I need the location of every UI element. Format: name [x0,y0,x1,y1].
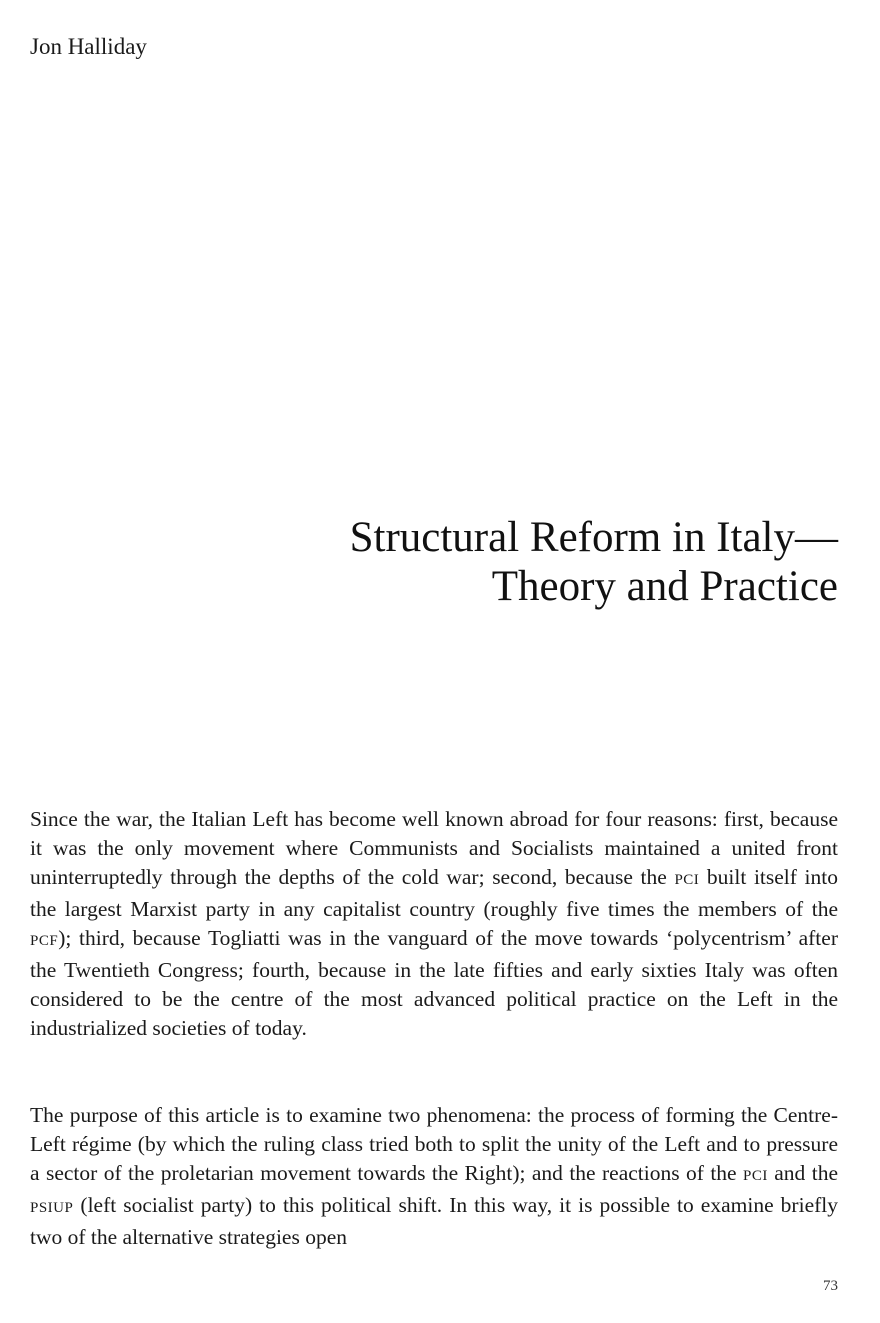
body-paragraph-2 [30,1101,838,1252]
abbr-pci: PCI [674,872,700,888]
author-name: Jon Halliday [30,34,147,59]
paragraph-1-text-a: Since the war, the Italian Left has become well known abroad for four reasons: first, because it was the only movement where Communists and Socialists maintained a united front uninterruptedly through the depths of the cold war; second, because the [30,807,838,889]
page-number: 73 [823,1278,838,1294]
body-paragraph-1 [30,805,838,1043]
paragraph-1-text-c: ); third, because Togliatti was in the vanguard of the move towards ‘polycentrism’ after the Twentieth Congress; fourth, because in the late fifties and early sixties Italy was often considered to be the centre of the most advanced political practice on the Left in the industrialized societies of today. [30,926,838,1040]
title-line-2: Theory and Practice [491,563,838,610]
paragraph-2-text-a: The purpose of this article is to examine two phenomena: the process of forming the Centre-Left régime (by which the ruling class tried both to split the unity of the Left and to pressure a sector of the proletarian movement towards the Right); and the reactions of the [30,1103,838,1185]
article-title [350,513,838,611]
abbr-pcf: PCF [30,933,59,949]
paragraph-2-text-c: (left socialist party) to this political shift. In this way, it is possible to examine briefly two of the alternative strategies open [30,1193,838,1249]
title-line-1: Structural Reform in Italy— [349,514,838,561]
abbr-pci: PCI [743,1168,768,1184]
paragraph-2-text-b: and the [767,1161,838,1185]
abbr-psiup: PSIUP [30,1200,74,1216]
paragraph-1-text-b: built itself into the largest Marxist party in any capitalist country (roughly five times the members of the [30,865,838,921]
